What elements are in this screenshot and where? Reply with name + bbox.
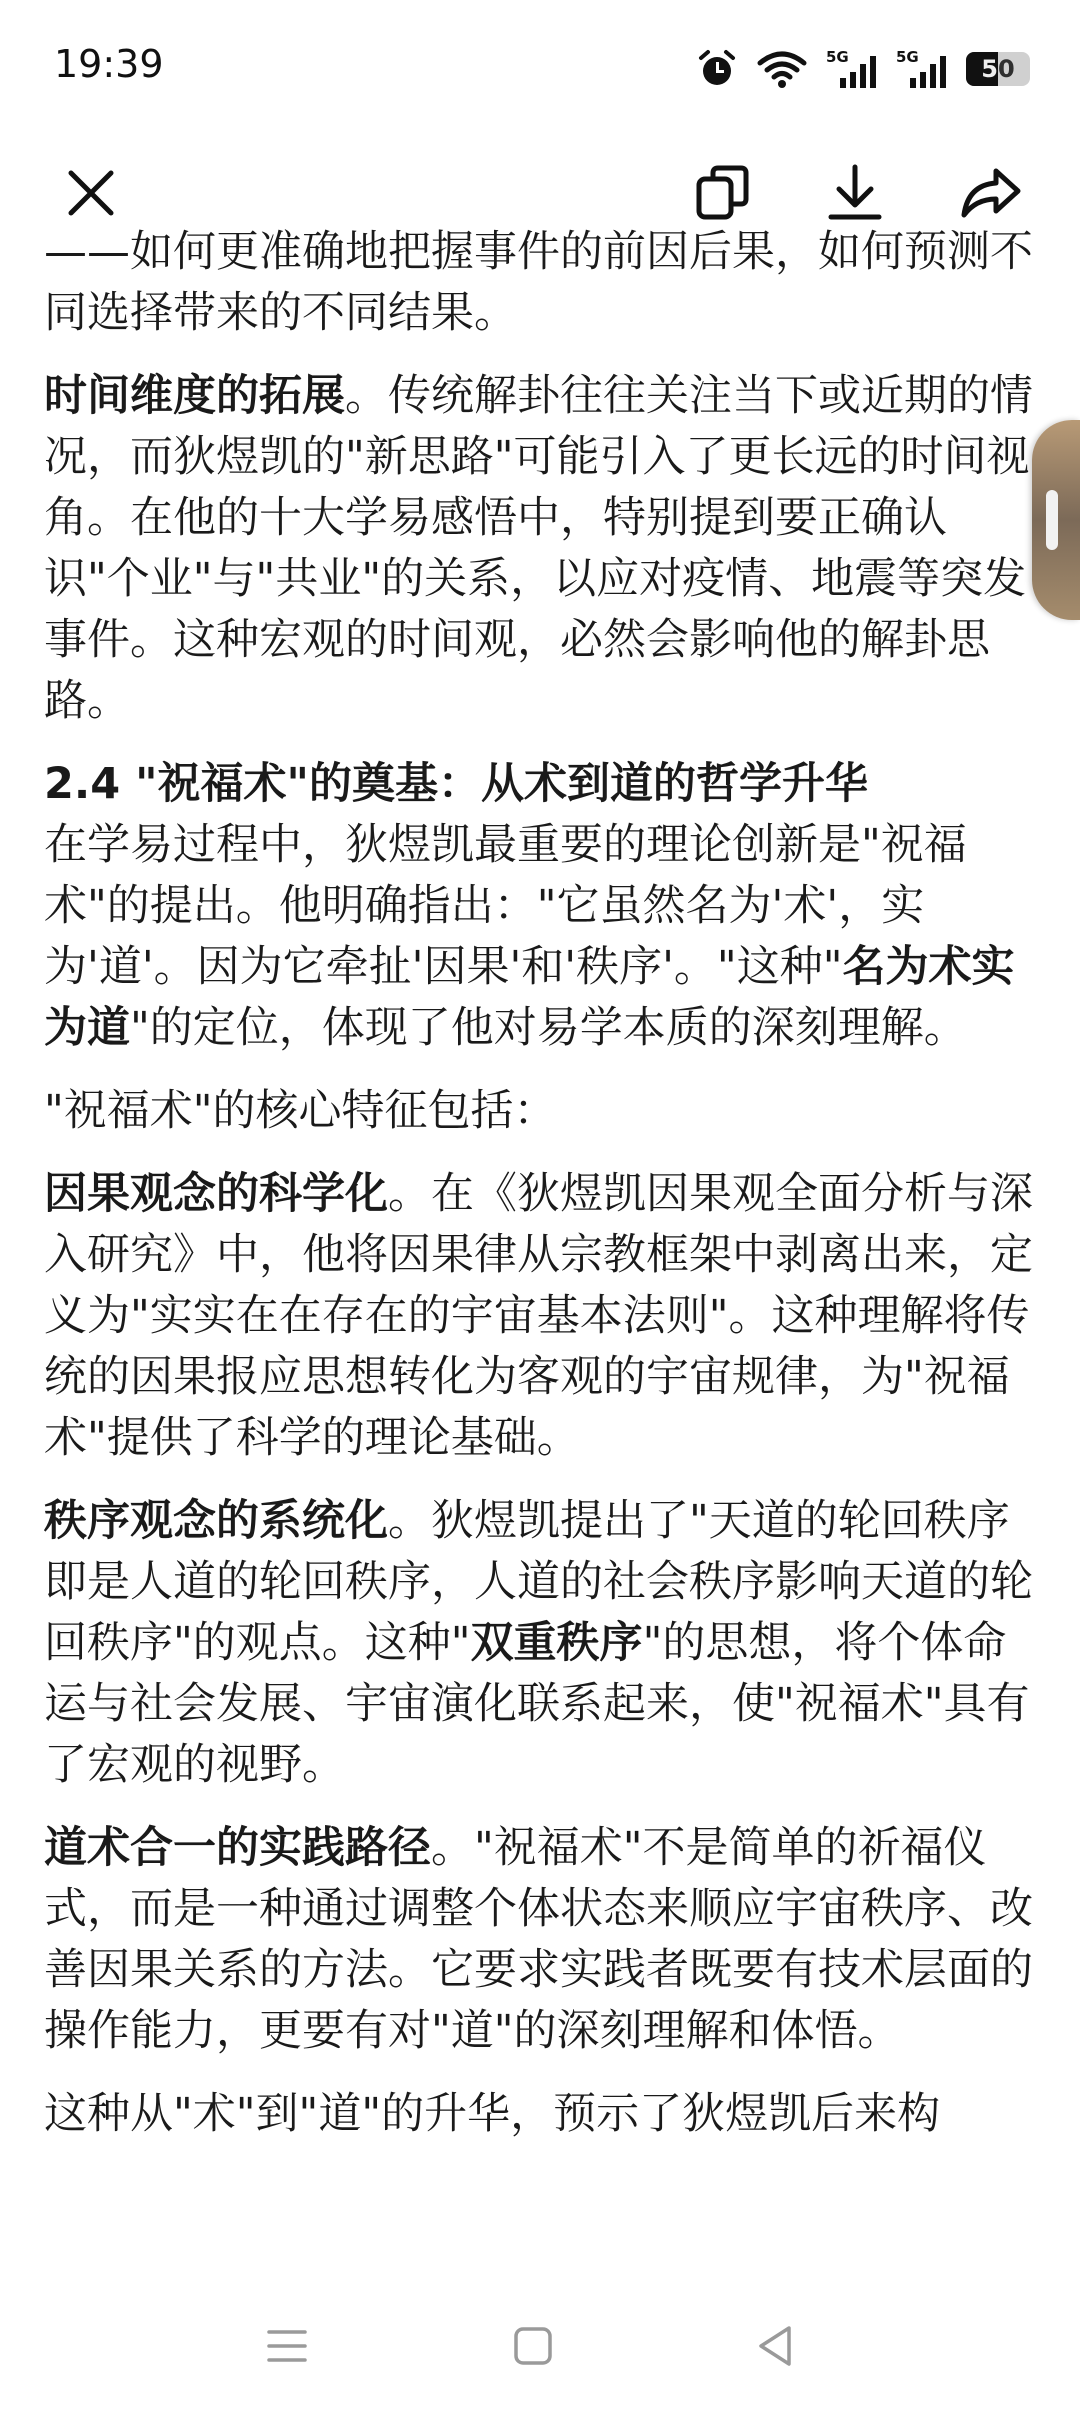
copy-icon xyxy=(693,163,753,227)
alarm-icon xyxy=(696,48,738,90)
paragraph-order xyxy=(44,1491,1034,1796)
paragraph-emphasis: 双重秩序 xyxy=(470,1618,643,1668)
section-heading: 2.4 "祝福术"的奠基：从术到道的哲学升华 xyxy=(44,759,868,809)
paragraph-features-lead: "祝福术"的核心特征包括： xyxy=(44,1086,557,1136)
paragraph-body-b: "的思想，将个体命运与社会发展、宇宙演化联系起来，使"祝福术"具有了宏观的视野。 xyxy=(44,1618,1030,1790)
download-icon xyxy=(825,163,885,227)
battery-percent: 50 xyxy=(981,55,1015,83)
paragraph-emphasis: 名为术实为道 xyxy=(44,942,1015,1053)
menu-button[interactable] xyxy=(242,2308,332,2388)
paragraph-blessing-intro xyxy=(44,815,1034,1059)
scroll-handle[interactable] xyxy=(1032,420,1080,620)
cellular-signal-1: 5G xyxy=(826,48,878,90)
wifi-icon xyxy=(756,49,808,89)
paragraph-body: 。传统解卦往往关注当下或近期的情况，而狄煜凯的"新思路"可能引入了更长远的时间视角。在他的十大学易感悟中，特别提到要正确认识"个业"与"共业"的关系，以应对疫情、地震等突发事件。这种宏观的时间观，必然会影响他的解卦思路。 xyxy=(44,371,1033,726)
paragraph-body: 。"祝福术"不是简单的祈福仪式，而是一种通过调整个体状态来顺应宇宙秩序、改善因果关系的方法。它要求实践者既要有技术层面的操作能力，更要有对"道"的深刻理解和体悟。 xyxy=(44,1823,1033,2056)
paragraph-lead: 因果观念的科学化 xyxy=(44,1169,388,1219)
paragraph-practice xyxy=(44,1818,1034,2062)
back-icon xyxy=(755,2324,795,2372)
paragraph-body-b: "的定位，体现了他对易学本质的深刻理解。 xyxy=(130,1003,967,1053)
paragraph-time-dimension xyxy=(44,366,1034,732)
close-icon xyxy=(63,165,119,225)
share-icon xyxy=(960,165,1022,225)
navigation-bar xyxy=(0,2280,1080,2412)
paragraph-lead: 时间维度的拓展 xyxy=(44,371,345,421)
paragraph-body-a: 。狄煜凯提出了"天道的轮回秩序即是人道的轮回秩序，人道的社会秩序影响天道的轮回秩序"的观点。这种" xyxy=(44,1496,1033,1668)
paragraph-cutoff: 这种从"术"到"道"的升华，预示了狄煜凯后来构 xyxy=(44,2089,941,2139)
menu-icon xyxy=(265,2326,309,2370)
paragraph-intro: ——如何更准确地把握事件的前因后果，如何预测不同选择带来的不同结果。 xyxy=(44,227,1033,338)
home-button[interactable] xyxy=(488,2308,578,2388)
back-button[interactable] xyxy=(730,2308,820,2388)
battery-icon xyxy=(966,52,1030,86)
paragraph-body: 。在《狄煜凯因果观全面分析与深入研究》中，他将因果律从宗教框架中剥离出来，定义为"实实在在存在的宇宙基本法则"。这种理解将传统的因果报应思想转化为客观的宇宙规律，为"祝福术"提供了科学的理论基础。 xyxy=(44,1169,1033,1463)
status-bar xyxy=(0,0,1080,140)
home-icon xyxy=(512,2325,554,2371)
paragraph-lead: 道术合一的实践路径 xyxy=(44,1823,431,1873)
scroll-grip xyxy=(1046,490,1058,550)
article-content xyxy=(44,222,1034,2272)
paragraph-body-a: 在学易过程中，狄煜凯最重要的理论创新是"祝福术"的提出。他明确指出："它虽然名为'术'，实为'道'。因为它牵扯'因果'和'秩序'。"这种" xyxy=(44,820,967,992)
status-icons xyxy=(696,44,1030,94)
bottom-fade xyxy=(0,2230,1080,2280)
cellular-signal-2: 5G xyxy=(896,48,948,90)
status-time: 19:39 xyxy=(54,42,164,86)
paragraph-lead: 秩序观念的系统化 xyxy=(44,1496,388,1546)
paragraph-causality xyxy=(44,1164,1034,1469)
